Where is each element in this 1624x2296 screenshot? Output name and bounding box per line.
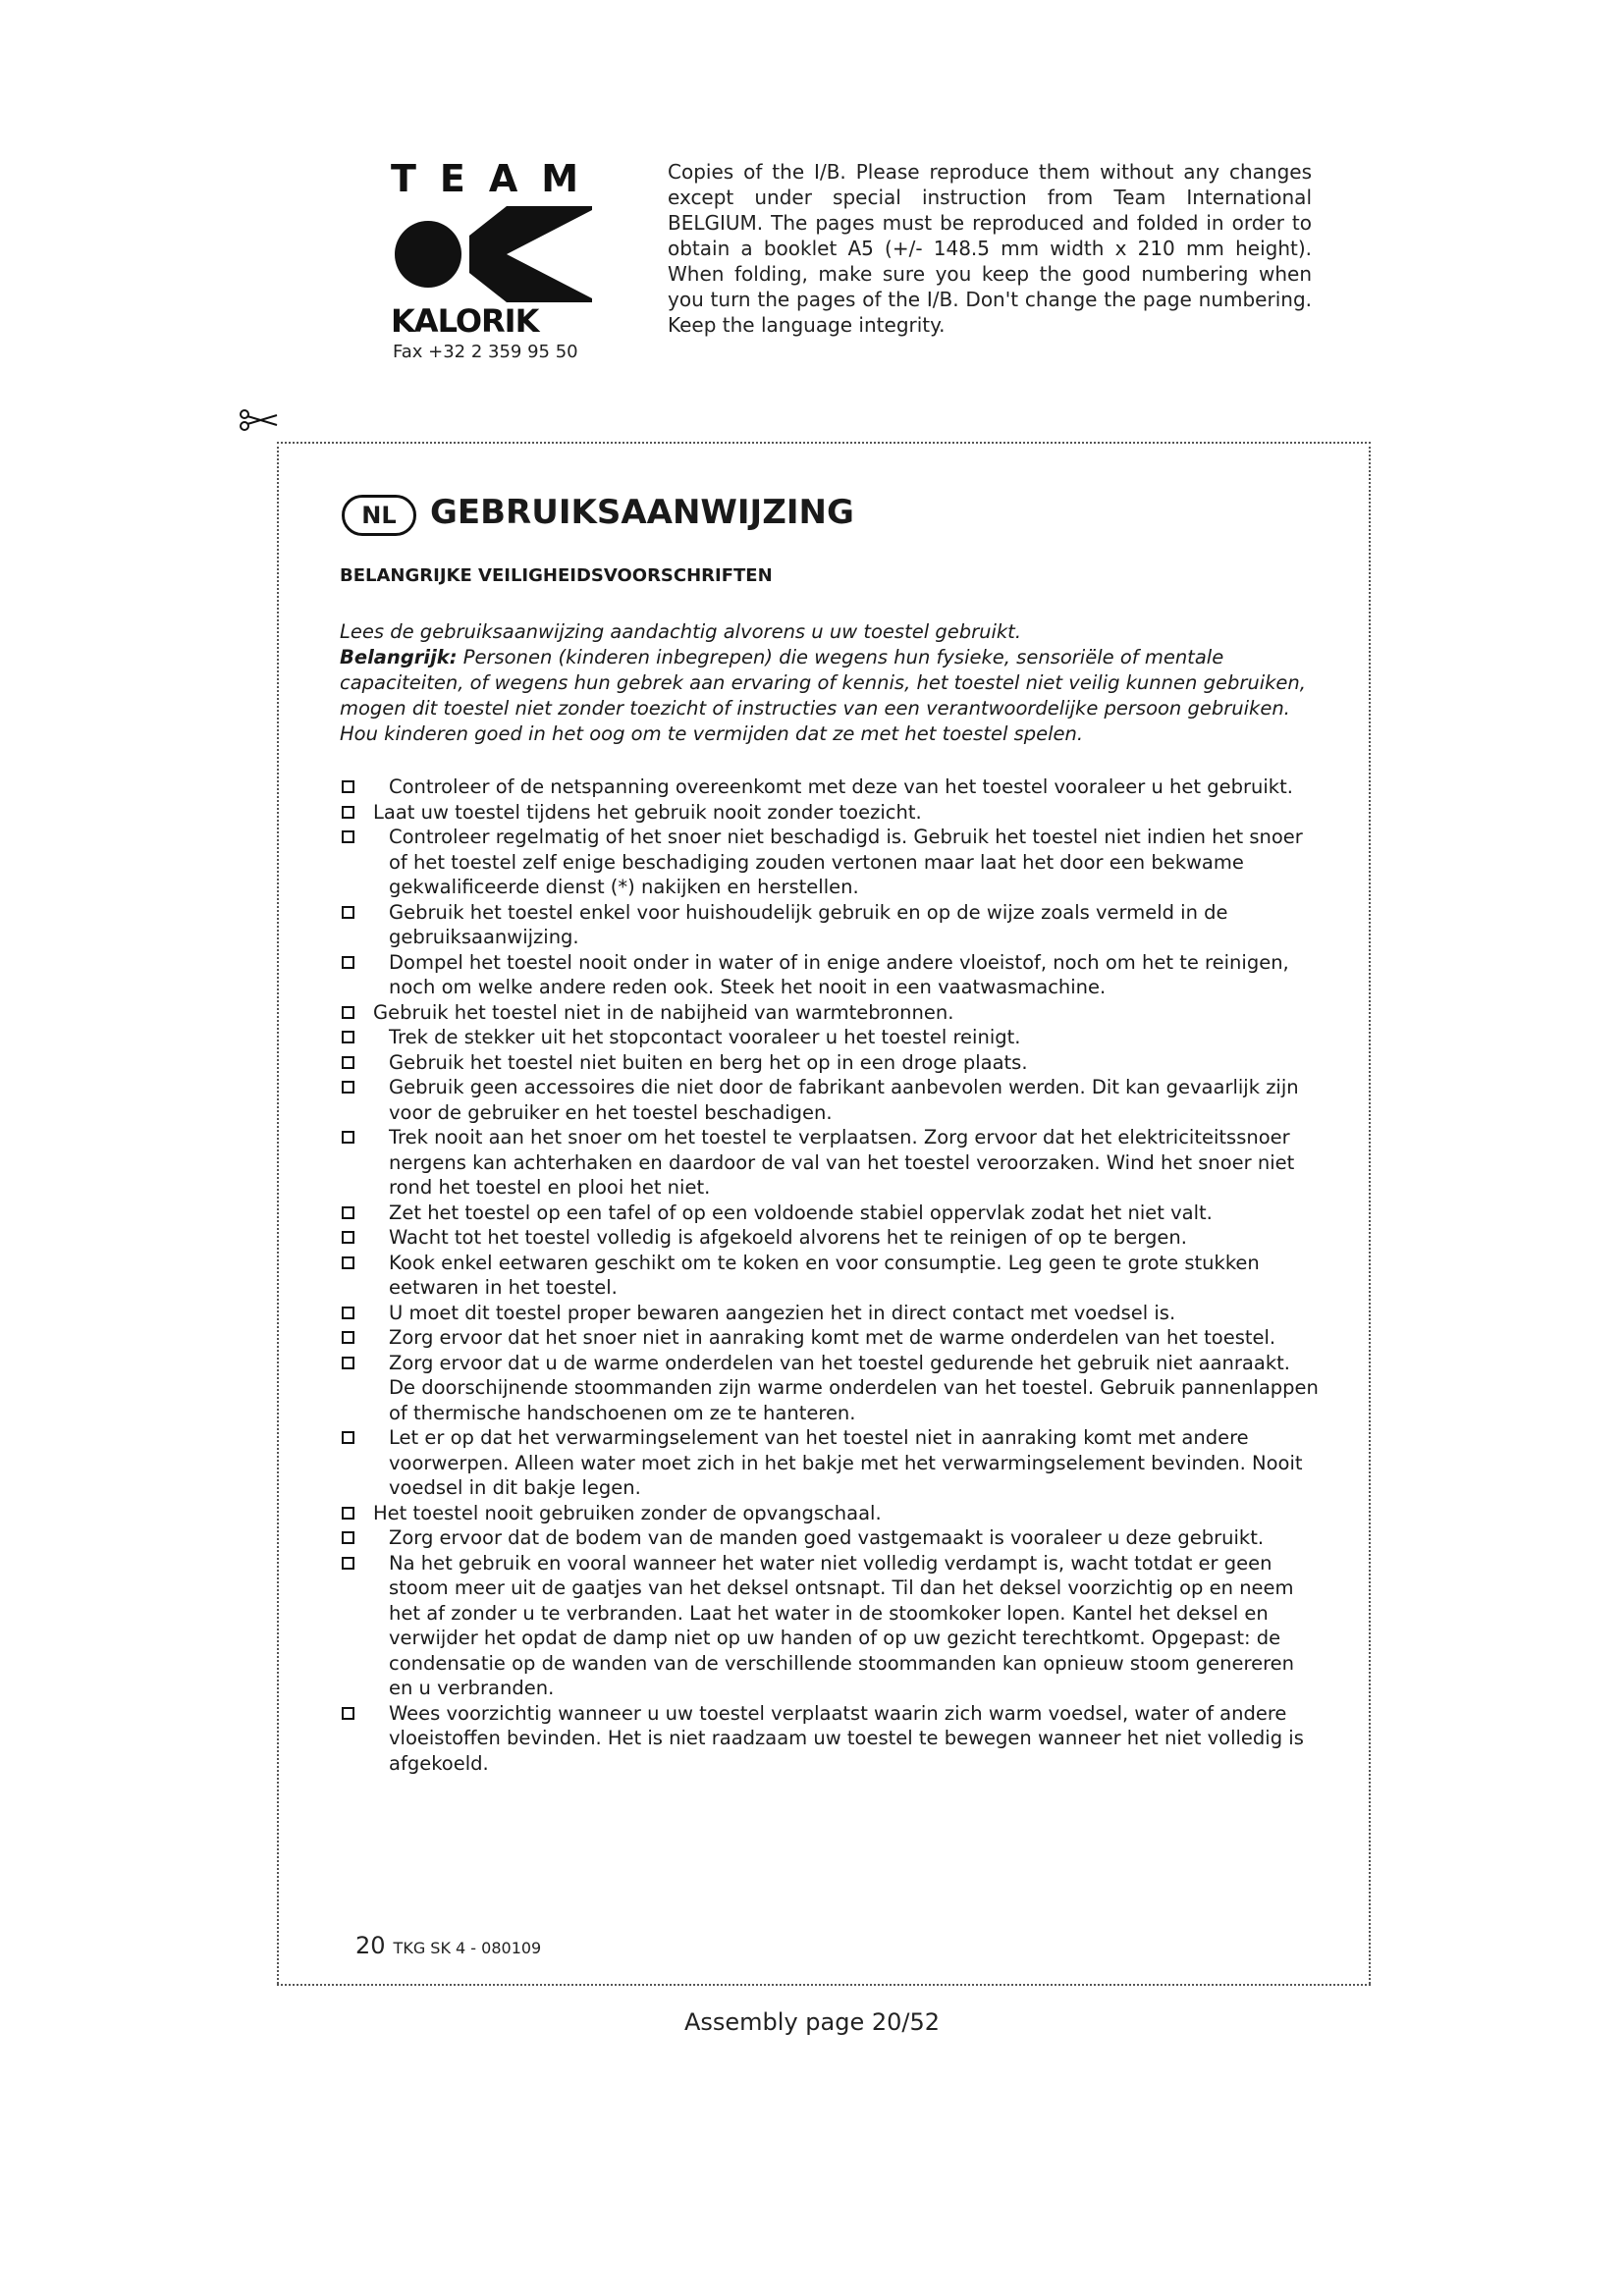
checkbox-bullet-icon — [342, 1357, 354, 1369]
checkbox-bullet-icon — [342, 956, 354, 969]
checkbox-bullet-icon — [342, 1031, 354, 1043]
list-item: Wees voorzichtig wanneer u uw toestel verplaatst waarin zich warm voedsel, water of andere vloeistoffen bevinden. Het is niet raadzaam uw toestel te bewegen wanneer het niet volledig is afgekoeld. — [340, 1701, 1320, 1777]
checkbox-bullet-icon — [342, 806, 354, 819]
list-item: Kook enkel eetwaren geschikt om te koken en voor consumptie. Leg geen te grote stukken eetwaren in het toestel. — [340, 1251, 1320, 1301]
checkbox-bullet-icon — [342, 1431, 354, 1444]
intro-label: Belangrijk: — [340, 646, 458, 668]
fax-number: Fax +32 2 359 95 50 — [393, 342, 578, 362]
list-item: Zorg ervoor dat de bodem van de manden goed vastgemaakt is vooraleer u deze gebruikt. — [340, 1525, 1320, 1551]
page-header — [0, 0, 1624, 393]
checkbox-bullet-icon — [342, 1131, 354, 1144]
safety-rules-list — [340, 774, 1320, 1776]
list-item: Laat uw toestel tijdens het gebruik nooit zonder toezicht. — [340, 800, 1320, 826]
list-item: Wacht tot het toestel volledig is afgekoeld alvorens het te reinigen of op te bergen. — [340, 1225, 1320, 1251]
kalorik-k-logo-icon — [391, 206, 592, 302]
checkbox-bullet-icon — [342, 1331, 354, 1344]
list-item: Let er op dat het verwarmingselement van het toestel niet in aanraking komt met andere voorwerpen. Alleen water moet zich in het bakje met het verwarmingselement bevinden. Nooit voedsel in dit bakje legen. — [340, 1425, 1320, 1501]
list-item: Controleer of de netspanning overeenkomt met deze van het toestel vooraleer u het gebruikt. — [340, 774, 1320, 800]
reproduction-notice: Copies of the I/B. Please reproduce them without any changes except under special instruction from Team International BELGIUM. The pages must be reproduced and folded in order to obtain a booklet A5 (+/- 148.5 mm width x 210 mm height). When folding, make sure you keep the good numbering when you turn the pages of the I/B. Don't change the page numbering. Keep the language integrity. — [668, 160, 1312, 337]
checkbox-bullet-icon — [342, 1557, 354, 1570]
page-title: GEBRUIKSAANWIJZING — [430, 493, 854, 532]
checkbox-bullet-icon — [342, 1531, 354, 1544]
list-item: Gebruik het toestel enkel voor huishoudelijk gebruik en op de wijze zoals vermeld in de gebruiksaanwijzing. — [340, 900, 1320, 950]
page-footer — [355, 1932, 541, 1959]
list-item: Gebruik het toestel niet in de nabijheid van warmtebronnen. — [340, 1000, 1320, 1026]
manual-page — [340, 491, 1320, 1776]
checkbox-bullet-icon — [342, 780, 354, 793]
checkbox-bullet-icon — [342, 1056, 354, 1069]
list-item: Gebruik geen accessoires die niet door de fabrikant aanbevolen werden. Dit kan gevaarlijk zijn voor de gebruiker en het toestel beschadigen. — [340, 1075, 1320, 1125]
list-item: Zorg ervoor dat u de warme onderdelen van het toestel gedurende het gebruik niet aanraakt. De doorschijnende stoommanden zijn warme onderdelen van het toestel. Gebruik pannenlappen of thermische handschoenen om ze te hanteren. — [340, 1351, 1320, 1426]
intro-text: Personen (kinderen inbegrepen) die wegens hun fysieke, sensoriële of mentale capaciteiten, of wegens hun gebrek aan ervaring of kennis, het toestel niet veilig kunnen gebruiken, mogen dit toestel niet zonder toezicht of instructies van een verantwoordelijke persoon gebruiken. Hou kinderen goed in het oog om te vermijden dat ze met het toestel spelen. — [340, 646, 1306, 745]
list-item: Trek nooit aan het snoer om het toestel te verplaatsen. Zorg ervoor dat het elektriciteitssnoer nergens kan achterhaken en daardoor de val van het toestel veroorzaken. Wind het snoer niet rond het toestel en plooi het niet. — [340, 1125, 1320, 1201]
checkbox-bullet-icon — [342, 1307, 354, 1319]
page-number: 20 — [355, 1932, 386, 1959]
list-item: Controleer regelmatig of het snoer niet beschadigd is. Gebruik het toestel niet indien het snoer of het toestel zelf enige beschadiging zouden vertonen maar laat het door een bekwame gekwalificeerde dienst (*) nakijken en herstellen. — [340, 825, 1320, 900]
list-item: Het toestel nooit gebruiken zonder de opvangschaal. — [340, 1501, 1320, 1526]
checkbox-bullet-icon — [342, 906, 354, 919]
language-badge: NL — [342, 495, 416, 536]
checkbox-bullet-icon — [342, 1206, 354, 1219]
document-code: TKG SK 4 - 080109 — [393, 1939, 542, 1957]
list-item: U moet dit toestel proper bewaren aangezien het in direct contact met voedsel is. — [340, 1301, 1320, 1326]
logo-brand-name: KALORIK — [391, 302, 539, 340]
intro-paragraph — [340, 619, 1320, 747]
title-row — [340, 491, 1320, 546]
checkbox-bullet-icon — [342, 1006, 354, 1019]
list-item: Dompel het toestel nooit onder in water of in enige andere vloeistof, noch om het te reinigen, noch om welke andere reden ook. Steek het nooit in een vaatwasmachine. — [340, 950, 1320, 1000]
section-heading: BELANGRIJKE VEILIGHEIDSVOORSCHRIFTEN — [340, 565, 773, 586]
cut-line-right — [1369, 442, 1371, 1984]
checkbox-bullet-icon — [342, 1231, 354, 1244]
intro-line: Lees de gebruiksaanwijzing aandachtig alvorens u uw toestel gebruikt. — [340, 620, 1022, 643]
list-item: Trek de stekker uit het stopcontact vooraleer u het toestel reinigt. — [340, 1025, 1320, 1050]
cut-line-bottom — [277, 1984, 1371, 1986]
cut-line-left — [277, 442, 279, 1984]
list-item: Zet het toestel op een tafel of op een voldoende stabiel oppervlak zodat het niet valt. — [340, 1201, 1320, 1226]
list-item: Na het gebruik en vooral wanneer het water niet volledig verdampt is, wacht totdat er geen stoom meer uit de gaatjes van het deksel ontsnapt. Til dan het deksel voorzichtig op en neem het af zonder u te verbranden. Laat het water in de stoomkoker lopen. Kantel het deksel en verwijder het opdat de damp niet op uw handen of op uw gezicht terechtkomt. Opgepast: de condensatie op de wanden van de verschillende stoommanden kan opnieuw stoom genereren en u verbranden. — [340, 1551, 1320, 1701]
scissors-icon — [238, 408, 279, 432]
checkbox-bullet-icon — [342, 1081, 354, 1094]
list-item: Gebruik het toestel niet buiten en berg het op in een droge plaats. — [340, 1050, 1320, 1076]
checkbox-bullet-icon — [342, 830, 354, 843]
cut-line-top — [277, 442, 1371, 444]
checkbox-bullet-icon — [342, 1256, 354, 1269]
checkbox-bullet-icon — [342, 1707, 354, 1720]
list-item: Zorg ervoor dat het snoer niet in aanraking komt met de warme onderdelen van het toestel. — [340, 1325, 1320, 1351]
logo-word-team: TEAM — [391, 157, 603, 200]
checkbox-bullet-icon — [342, 1507, 354, 1520]
assembly-page-label: Assembly page 20/52 — [683, 2008, 941, 2036]
